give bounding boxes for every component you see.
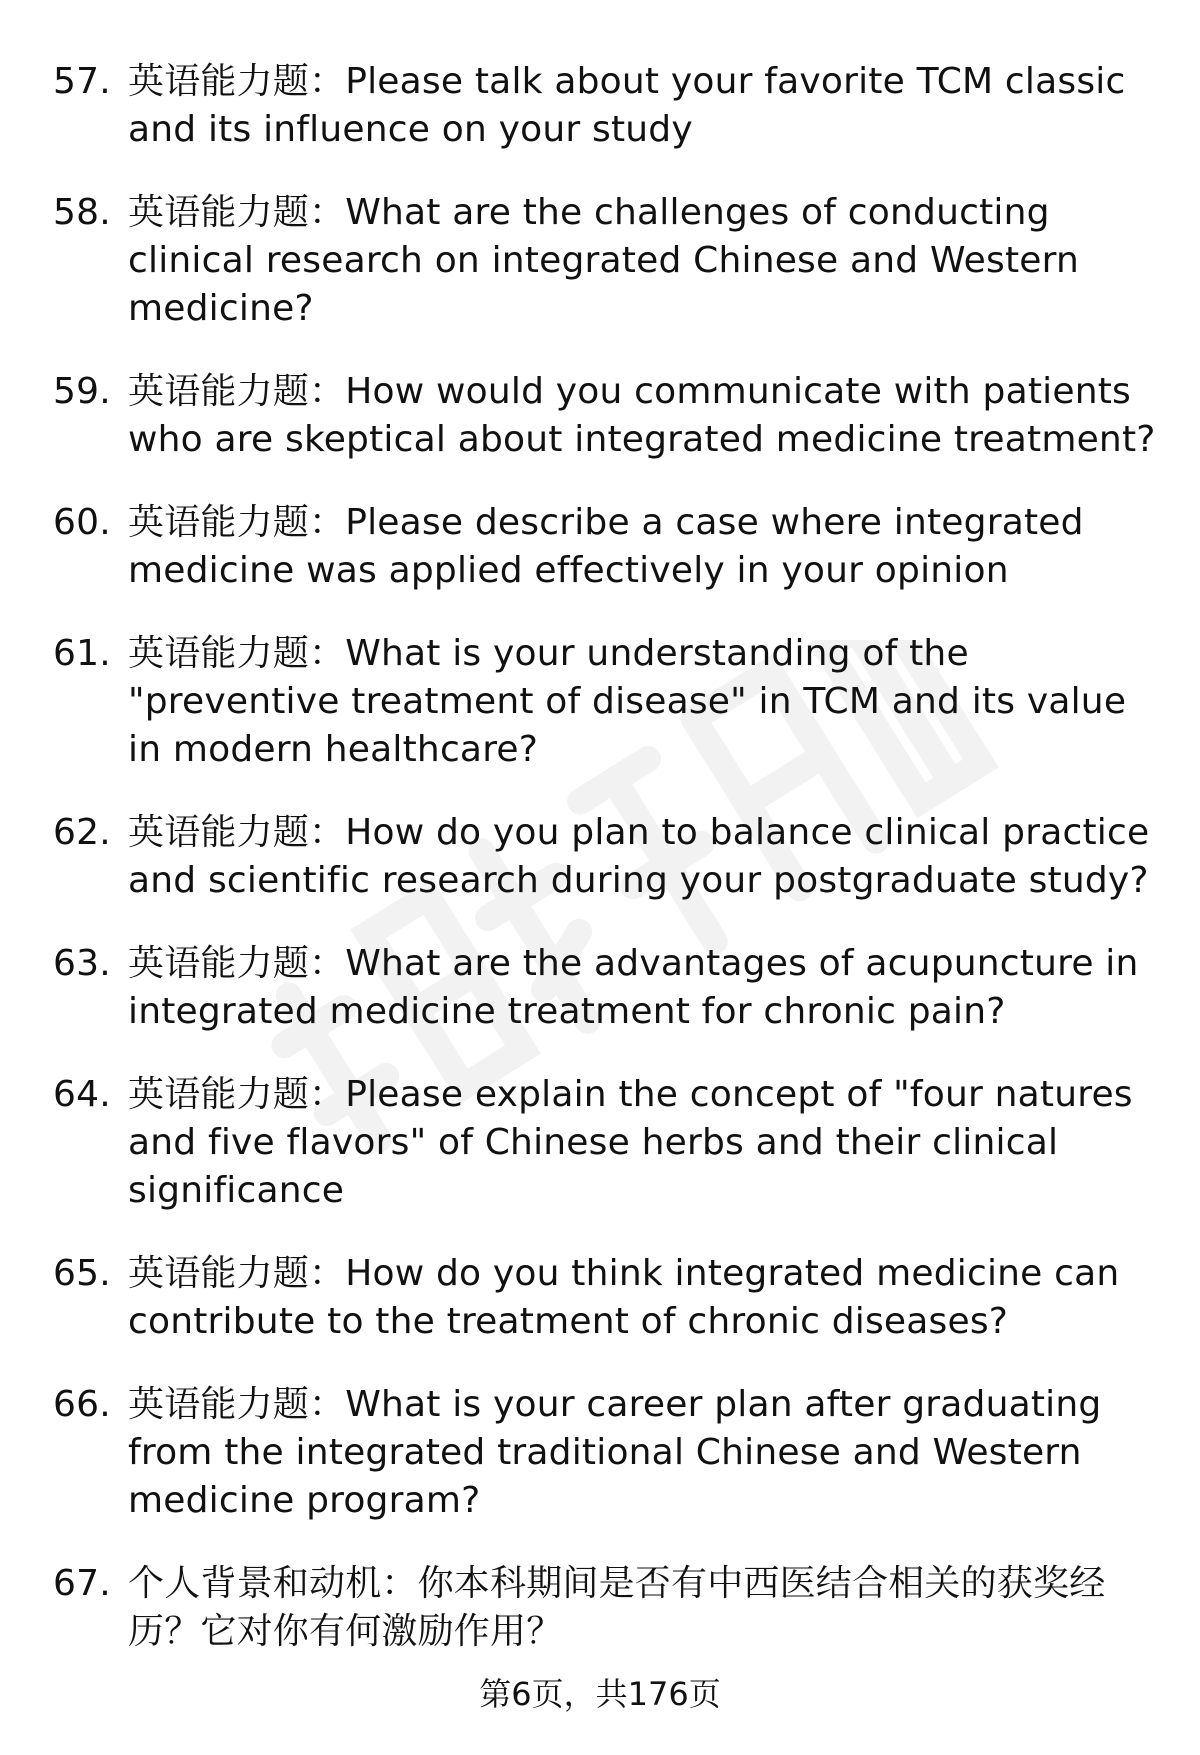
question-text: 英语能力题：Please talk about your favorite TCM classic and its influence on your study bbox=[128, 61, 1126, 150]
question-number: 63. bbox=[53, 943, 111, 984]
question-item-67 bbox=[0, 1560, 1200, 1656]
page-footer bbox=[0, 1672, 1200, 1716]
question-number: 62. bbox=[53, 812, 111, 853]
question-item-61 bbox=[0, 630, 1200, 774]
question-number: 66. bbox=[53, 1384, 111, 1425]
question-list bbox=[0, 58, 1200, 1691]
question-text: 英语能力题：What is your understanding of the "preventive treatment of disease" in TCM and its value in modern healthcare? bbox=[128, 633, 1127, 770]
question-number: 61. bbox=[53, 633, 111, 674]
question-text: 英语能力题：How do you plan to balance clinical practice and scientific research during your postgraduate study? bbox=[128, 812, 1150, 901]
question-item-63 bbox=[0, 940, 1200, 1036]
question-text: 英语能力题：What are the advantages of acupuncture in integrated medicine treatment for chronic pain? bbox=[128, 943, 1139, 1032]
question-text: 英语能力题：How would you communicate with patients who are skeptical about integrated medicine treatment? bbox=[128, 371, 1156, 460]
question-item-59 bbox=[0, 368, 1200, 464]
question-number: 65. bbox=[53, 1253, 111, 1294]
question-item-65 bbox=[0, 1250, 1200, 1346]
page-number-label: 第6页，共176页 bbox=[479, 1675, 721, 1713]
question-number: 58. bbox=[53, 192, 111, 233]
question-text: 英语能力题：What are the challenges of conducting clinical research on integrated Chinese and Western medicine? bbox=[128, 192, 1080, 329]
question-number: 60. bbox=[53, 502, 111, 543]
question-text: 英语能力题：Please describe a case where integrated medicine was applied effectively in your opinion bbox=[128, 502, 1084, 591]
question-item-64 bbox=[0, 1071, 1200, 1215]
question-text: 英语能力题：What is your career plan after graduating from the integrated traditional Chinese and Western medicine program? bbox=[128, 1384, 1102, 1521]
question-text: 个人背景和动机：你本科期间是否有中西医结合相关的获奖经历？它对你有何激励作用？ bbox=[128, 1563, 1106, 1652]
question-item-62 bbox=[0, 809, 1200, 905]
question-item-58 bbox=[0, 189, 1200, 333]
question-item-66 bbox=[0, 1381, 1200, 1525]
question-text: 英语能力题：Please explain the concept of "four natures and five flavors" of Chinese herbs and their clinical significance bbox=[128, 1074, 1133, 1211]
question-item-57 bbox=[0, 58, 1200, 154]
question-number: 57. bbox=[53, 61, 111, 102]
question-text: 英语能力题：How do you think integrated medicine can contribute to the treatment of chronic diseases? bbox=[128, 1253, 1120, 1342]
question-item-60 bbox=[0, 499, 1200, 595]
question-number: 64. bbox=[53, 1074, 111, 1115]
question-number: 59. bbox=[53, 371, 111, 412]
question-number: 67. bbox=[53, 1563, 111, 1604]
